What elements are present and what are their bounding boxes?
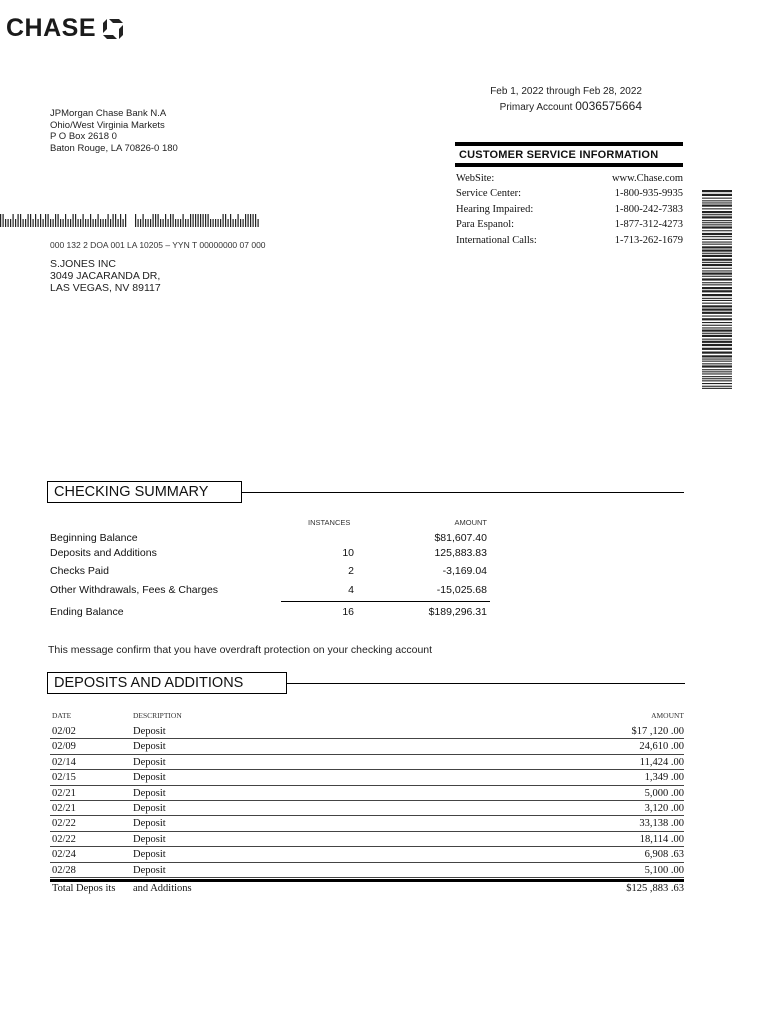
deposit-row [50,724,684,739]
deposit-description: Deposit [133,756,166,768]
section-rule [287,683,685,684]
deposit-date: 02/15 [52,772,76,784]
deposit-description: Deposit [133,741,166,753]
section-rule [242,492,684,493]
deposit-description: Deposit [133,833,166,845]
cs-label: Service Center: [456,188,522,200]
total-label: Total Depos its [52,882,116,894]
summary-amount: 125,883.83 [434,547,487,559]
cs-row-para-espanol [455,217,683,232]
summary-instances: 10 [342,547,354,559]
deposit-description: Deposit [133,772,166,784]
deposit-row [50,801,684,816]
summary-label: Other Withdrawals, Fees & Charges [50,584,219,596]
summary-amount: -15,025.68 [436,584,487,596]
summary-amount: -3,169.04 [442,565,487,577]
deposit-date: 02/09 [52,741,76,753]
deposit-description: Deposit [133,864,166,876]
mailing-routing-line: 000 132 2 DOA 001 LA 10205 – YYN T 00000000 07 000 [50,240,266,250]
col-description: DESCRIPTION [133,711,182,720]
cs-phone: 1-713-262-1679 [614,234,683,246]
customer-name: S.JONES INC [50,258,116,270]
deposit-row [50,816,684,831]
primary-account [490,99,642,115]
deposit-amount: $17 ,120 .00 [631,726,684,737]
vertical-barcode [702,190,738,390]
section-title: CHECKING SUMMARY [47,481,242,503]
customer-service-title: CUSTOMER SERVICE INFORMATION [455,142,683,167]
deposit-description: Deposit [133,787,166,799]
col-instances: INSTANCES [308,518,351,527]
summary-label: Checks Paid [50,565,109,577]
section-title: DEPOSITS AND ADDITIONS [47,672,287,694]
overdraft-message: This message confirm that you have overdraft protection on your checking account [48,644,433,656]
col-date: DATE [52,711,72,720]
postal-barcode [0,214,262,228]
cs-row-service-center [455,186,683,201]
col-amount: AMOUNT [651,711,684,720]
deposit-date: 02/24 [52,849,76,861]
deposit-amount: 6,908 .63 [644,849,684,861]
deposit-row [50,755,684,770]
deposits-total-row [50,879,684,898]
deposit-amount: 33,138 .00 [639,818,684,830]
account-label: Primary Account [499,102,573,113]
summary-amount: $81,607.40 [434,532,487,544]
deposits-header [47,672,685,694]
summary-label: Deposits and Additions [50,547,157,559]
logo-text: CHASE [6,14,97,42]
summary-instances: 2 [348,565,354,577]
summary-label: Ending Balance [50,606,124,618]
deposit-row [50,832,684,847]
summary-amount: $189,296.31 [428,606,487,618]
deposit-date: 02/22 [52,818,76,830]
summary-row [50,565,490,579]
summary-row [50,532,490,546]
checking-summary-header [47,481,684,503]
customer-address [50,258,161,294]
deposit-date: 02/14 [52,756,76,768]
total-amount: $125 ,883 .63 [626,882,684,894]
bank-address-line: Ohio/West Virginia Markets [50,119,165,131]
cs-phone: 1-800-242-7383 [614,203,683,215]
cs-row-international [455,233,683,248]
summary-row-ending [50,606,490,620]
customer-city: LAS VEGAS, NV 89117 [50,282,161,294]
cs-label: Hearing Impaired: [456,203,534,215]
summary-instances: 16 [342,606,354,618]
cs-phone: 1-877-312-4273 [614,219,683,231]
deposit-amount: 3,120 .00 [644,802,684,814]
summary-label: Beginning Balance [50,532,138,544]
deposit-date: 02/28 [52,864,76,876]
deposits-table [50,708,684,898]
bank-address-line: P O Box 2618 0 [50,131,117,142]
summary-row [50,547,490,561]
deposit-amount: 5,000 .00 [644,787,684,799]
col-amount: AMOUNT [454,518,487,527]
deposit-date: 02/21 [52,802,76,814]
total-label: and Additions [133,882,192,894]
deposit-amount: 11,424 .00 [639,756,684,768]
deposit-amount: 24,610 .00 [639,741,684,753]
deposit-description: Deposit [133,849,166,861]
deposit-description: Deposit [133,818,166,830]
customer-street: 3049 JACARANDA DR, [50,270,161,282]
chase-logo [6,14,124,43]
deposit-amount: 1,349 .00 [644,772,684,784]
website-link[interactable]: www.Chase.com [611,173,683,184]
period-dates: Feb 1, 2022 through Feb 28, 2022 [490,86,642,97]
cs-row-hearing-impaired [455,202,683,217]
bank-address [50,108,178,154]
customer-service-box [455,142,683,248]
deposit-row [50,847,684,862]
deposit-row [50,786,684,801]
deposit-date: 02/02 [52,726,76,737]
cs-label: International Calls: [456,234,537,246]
bank-address-line: JPMorgan Chase Bank N.A [50,108,167,119]
account-number: 0036575664 [575,99,642,113]
deposit-amount: 18,114 .00 [639,833,684,845]
deposit-row [50,770,684,785]
bank-address-line: Baton Rouge, LA 70826-0 180 [50,142,178,154]
deposit-amount: 5,100 .00 [644,864,684,876]
deposit-date: 02/22 [52,833,76,845]
deposit-description: Deposit [133,802,166,814]
cs-row-website [455,171,683,186]
deposit-row [50,863,684,878]
cs-label: Para Espanol: [456,219,515,231]
deposit-row [50,739,684,754]
summary-divider [281,601,490,602]
cs-label: WebSite: [456,173,495,184]
deposits-table-header [50,708,684,724]
statement-period [490,85,642,115]
deposit-date: 02/21 [52,787,76,799]
cs-phone: 1-800-935-9935 [614,188,683,200]
chase-octagon-icon [102,18,124,40]
summary-row [50,584,490,598]
summary-instances: 4 [348,584,354,596]
deposit-description: Deposit [133,726,166,737]
